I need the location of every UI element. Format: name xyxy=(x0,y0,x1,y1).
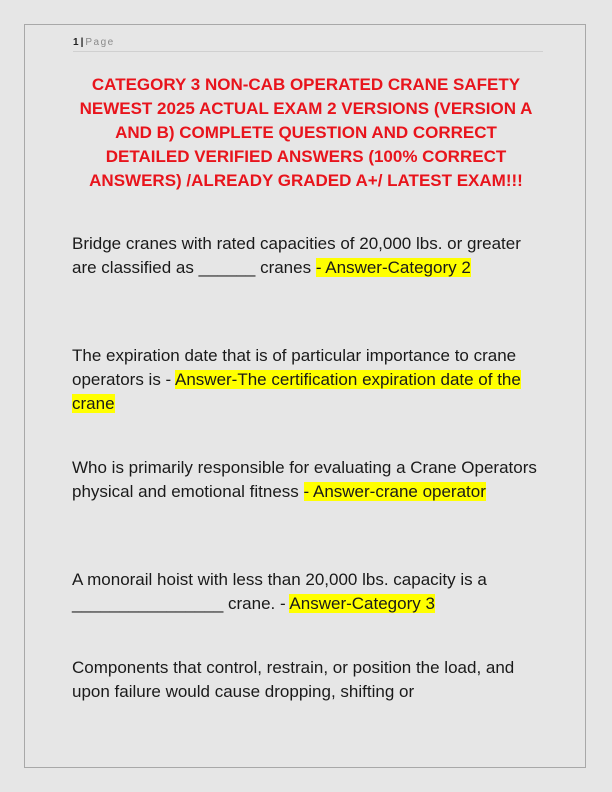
page-separator: | xyxy=(80,37,84,48)
question-text: Who is primarily responsible for evaluating a Crane Operators physical and emotional fitness xyxy=(72,458,537,501)
page-label: Page xyxy=(85,37,115,48)
question-text: A monorail hoist with less than 20,000 lbs. capacity is a ________________ crane. xyxy=(72,570,487,613)
question-connector: - xyxy=(275,594,290,613)
question-connector: - xyxy=(160,370,175,389)
answer-highlight: Answer-Category 3 xyxy=(289,594,435,613)
document-page xyxy=(24,24,586,768)
page-number: 1 xyxy=(73,37,79,48)
page-header xyxy=(73,37,543,52)
question-item xyxy=(72,568,542,616)
question-text: The expiration date that is of particular importance to crane operators is xyxy=(72,346,517,389)
question-item xyxy=(72,456,542,504)
question-item xyxy=(72,656,542,704)
question-connector xyxy=(299,482,304,501)
question-text: Bridge cranes with rated capacities of 20,000 lbs. or greater are classified as ______ cranes xyxy=(72,234,521,277)
question-item xyxy=(72,232,542,280)
answer-highlight: - Answer-crane operator xyxy=(303,482,486,501)
answer-highlight: Answer-The certification expiration date of the crane xyxy=(72,370,521,413)
answer-highlight: - Answer-Category 2 xyxy=(315,258,471,277)
question-item xyxy=(72,344,542,416)
document-title: CATEGORY 3 NON-CAB OPERATED CRANE SAFETY NEWEST 2025 ACTUAL EXAM 2 VERSIONS (VERSION A AND B) COMPLETE QUESTION AND CORRECT DETAILED VERIFIED ANSWERS (100% CORRECT ANSWERS) /ALREADY GRADED A+/ LATEST EXAM!!! xyxy=(79,75,533,190)
question-text: Components that control, restrain, or position the load, and upon failure would cause dropping, shifting or xyxy=(72,658,515,701)
